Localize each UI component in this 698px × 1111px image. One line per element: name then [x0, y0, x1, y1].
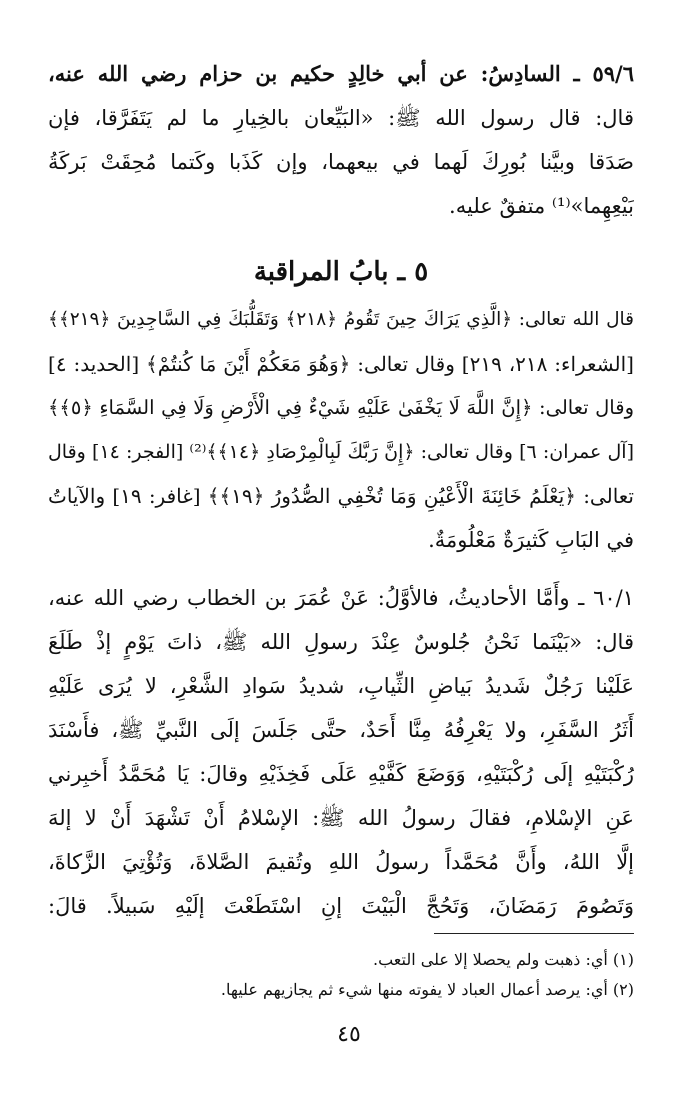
hadith-60-line-1: ٦٠/١ ـ وأَمَّا الأحاديثُ، فالأوَّلُ: عَنْ عُمَرَ بن الخطاب رضي الله عنه، [48, 586, 634, 610]
hadith-60-line-5: رُكْبَتَيْهِ إلَى رُكْبَتَيْهِ، وَوَضَعَ كَفَّيْهِ عَلَى فَخِذَيْهِ وقالَ: يَا مُحَمَّدُ أَخبِرني [48, 762, 634, 786]
hadith-60-line-4: أَثَرُ السَّفَرِ، ولا يَعْرِفُهُ مِنَّا أَحَدٌ، حتَّى جَلَسَ إلَى النَّبيِّ ﷺ، فأَسْنَدَ [48, 718, 634, 742]
verses-line-5: تعالى: ﴿يَعْلَمُ خَائِنَةَ الْأَعْيُنِ وَمَا تُخْفِي الصُّدُورُ ﴿١٩﴾﴾ [غافر: ١٩] والآياتُ [48, 484, 634, 508]
hadith-60-line-6: عَنِ الإسْلامِ، فقالَ رسولُ الله ﷺ: الإسْلامُ أَنْ تَشْهَدَ أَنْ لا إلهَ [48, 806, 634, 830]
verses-line-6: في البَابِ كَثيرَةٌ مَعْلُومَةٌ. [428, 528, 634, 552]
spacer [48, 228, 634, 246]
footnote-2: (٢) أي: يرصد أعمال العباد لا يفوته منها شيء ثم يجازيهم عليها. [220, 980, 634, 999]
verses-line-4: [آل عمران: ٦] وقال تعالى: ﴿إِنَّ رَبَّكَ لَبِالْمِرْصَادِ ﴿١٤﴾﴾⁽²⁾ [الفجر: ١٤] وقال [48, 441, 634, 463]
spacer [48, 562, 634, 576]
hadith-60-section [48, 576, 634, 928]
verses-line-2: [الشعراء: ٢١٨، ٢١٩] وقال تعالى: ﴿وَهُوَ مَعَكُمْ أَيْنَ مَا كُنتُمْ﴾ [الحديد: ٤] [48, 352, 634, 376]
footnote-1: (١) أي: ذهبت ولم يحصلا إلا على التعب. [372, 950, 634, 969]
hadith-59-line-2: قال: قال رسول الله ﷺ: «البَيِّعان بالخِيارِ ما لم يَتَفَرَّقا، فإن [48, 106, 634, 130]
verses-line-1: قال الله تعالى: ﴿الَّذِي يَرَاكَ حِينَ تَقُومُ ﴿٢١٨﴾ وَتَقَلُّبَكَ فِي السَّاجِدِينَ ﴿٢١٩﴾﴾ [48, 309, 634, 330]
page-number: ٤٥ [337, 1022, 361, 1047]
hadith-59-line-4: بَيْعِهِما»⁽¹⁾ متفقٌ عليه. [449, 194, 634, 218]
footnotes [48, 945, 634, 1005]
hadith-60-line-7: إلَّا اللهُ، وأَنَّ مُحَمَّداً رسولُ اللهِ وتُقيمَ الصَّلاةَ، وَتُؤْتِيَ الزَّكاةَ، [48, 850, 634, 874]
footnote-separator [434, 933, 634, 934]
hadith-59-line-1: ٥٩/٦ ـ السادِسُ: عن أبي خالِدٍ حكيم بن حزام رضي الله عنه، [48, 61, 634, 86]
hadith-60-line-8: وَتَصُومَ رَمَضَانَ، وَتَحُجَّ الْبَيْتَ إنِ اسْتَطَعْتَ إلَيْهِ سَبيلاً. قالَ: [48, 894, 634, 918]
verses-line-3: وقال تعالى: ﴿إِنَّ اللَّهَ لَا يَخْفَىٰ عَلَيْهِ شَيْءٌ فِي الْأَرْضِ وَلَا فِي السَّمَاءِ ﴿٥﴾﴾ [48, 396, 634, 419]
quran-verses-section [48, 298, 634, 562]
chapter-heading: ٥ ـ بابُ المراقبة [253, 257, 429, 287]
hadith-60-line-3: عَلَيْنا رَجُلٌ شَديدُ بَياضِ الثِّيابِ، شديدُ سَوادِ الشَّعْرِ، لا يُرَى عَلَيْهِ [48, 674, 634, 698]
hadith-59-line-3: صَدَقا وبيَّنا بُورِكَ لَهما في بيعهما، وإن كَذَبا وكَتما مُحِقَتْ بَركَةُ [48, 150, 634, 174]
hadith-60-line-2: قال: «بَيْنَما نَحْنُ جُلوسٌ عِنْدَ رسولِ الله ﷺ، ذاتَ يَوْمٍ إذْ طَلَعَ [48, 630, 634, 654]
hadith-59-section [48, 52, 634, 228]
